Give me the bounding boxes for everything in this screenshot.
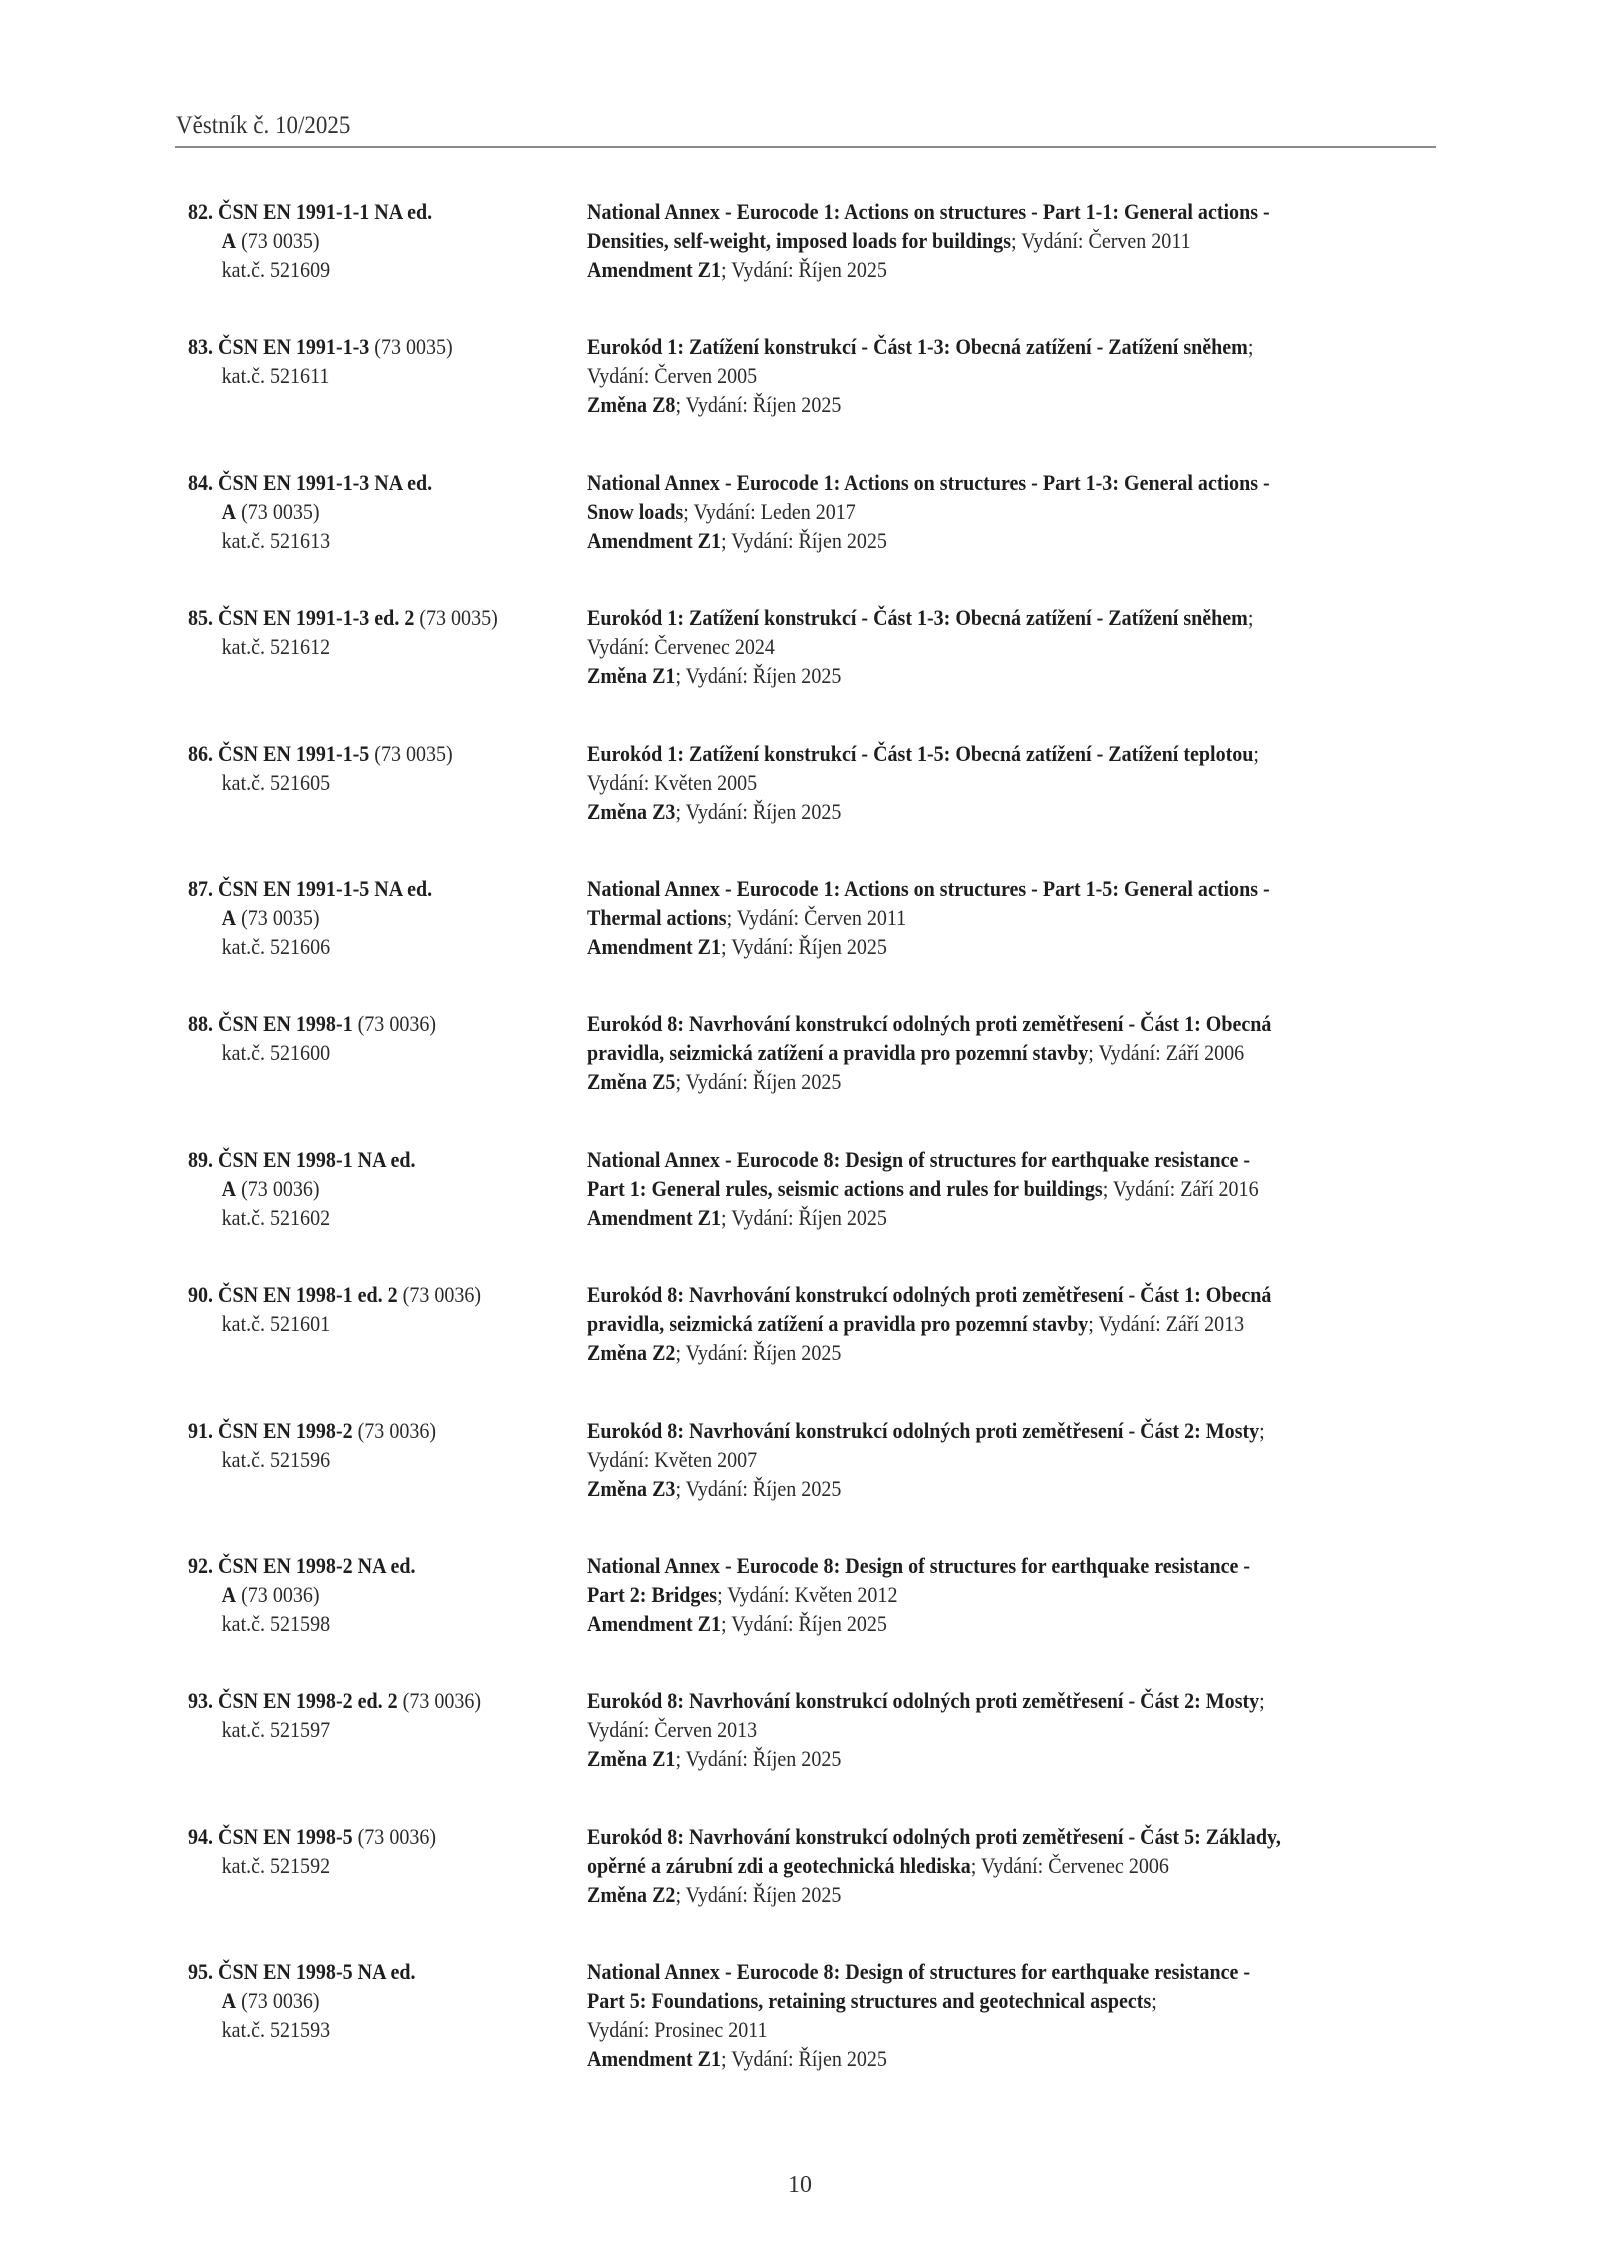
bold-text: Změna Z8: [587, 392, 676, 418]
standard-designation: [188, 874, 432, 961]
standard-description: [587, 603, 1253, 690]
left-line: [188, 1686, 481, 1715]
text: kat.č. 521605: [221, 769, 331, 795]
text: ; Vydání: Červenec 2006: [970, 1852, 1169, 1878]
standard-designation: [188, 1280, 481, 1338]
standard-description: [587, 1280, 1271, 1367]
text: kat.č. 521592: [221, 1852, 331, 1878]
right-line: [587, 1174, 1259, 1203]
bold-text: A: [221, 1988, 237, 2014]
bold-text: Změna Z2: [587, 1340, 676, 1366]
standard-description: [587, 874, 1270, 961]
bold-text: Part 1: General rules, seismic actions and rules for buildings: [587, 1175, 1103, 1201]
bold-text: pravidla, seizmická zatížení a pravidla pro pozemní stavby: [587, 1311, 1089, 1337]
bold-text: Eurokód 1: Zatížení konstrukcí - Část 1-5: Obecná zatížení - Zatížení teplotou: [587, 740, 1254, 766]
standard-description: [587, 197, 1270, 284]
left-line: [188, 1174, 415, 1203]
standard-description: [587, 1957, 1250, 2073]
right-line: [587, 255, 1270, 284]
bold-text: Snow loads: [587, 498, 684, 524]
bold-text: Part 2: Bridges: [587, 1582, 718, 1607]
text: ; Vydání: Říjen 2025: [675, 1746, 842, 1772]
bold-text: Amendment Z1: [587, 2046, 722, 2072]
left-line: [188, 2015, 415, 2044]
text: ;: [1259, 1417, 1265, 1443]
text: kat.č. 521602: [221, 1204, 331, 1230]
text: (73 0035): [236, 228, 320, 253]
left-line: [188, 1851, 436, 1880]
page-header-title: Věstník č. 10/2025: [176, 112, 351, 139]
standard-designation: [188, 1145, 415, 1232]
text: ; Vydání: Říjen 2025: [675, 1340, 842, 1366]
text: ; Vydání: Říjen 2025: [721, 2046, 887, 2072]
text: kat.č. 521611: [221, 363, 330, 389]
right-line: [587, 1038, 1271, 1067]
text: Vydání: Květen 2007: [587, 1446, 758, 1472]
left-line: [188, 1145, 415, 1174]
standard-designation: [188, 332, 453, 390]
left-line: [188, 332, 453, 361]
text: Vydání: Červen 2013: [587, 1717, 758, 1743]
left-line: [188, 632, 498, 661]
bold-text: 82. ČSN EN 1991-1-1 NA ed.: [188, 199, 433, 224]
right-line: [587, 526, 1270, 555]
right-line: [587, 903, 1270, 932]
right-line: [587, 1715, 1265, 1744]
text: kat.č. 521601: [221, 1311, 331, 1337]
bold-text: 84. ČSN EN 1991-1-3 NA ed.: [188, 469, 433, 495]
text: kat.č. 521598: [221, 1611, 331, 1636]
right-line: [587, 661, 1253, 690]
right-line: [587, 1338, 1271, 1367]
text: (73 0035): [414, 605, 498, 631]
bold-text: opěrné a zárubní zdi a geotechnická hlediska: [587, 1852, 971, 1878]
text: (73 0036): [352, 1417, 437, 1443]
right-line: [587, 1986, 1250, 2015]
bold-text: Amendment Z1: [587, 257, 722, 282]
text: ;: [1259, 1688, 1265, 1714]
standard-designation: [188, 603, 498, 661]
right-line: [587, 2015, 1250, 2044]
standard-designation: [188, 1009, 436, 1067]
bold-text: National Annex - Eurocode 8: Design of structures for earthquake resistance -: [587, 1553, 1251, 1578]
left-line: [188, 1445, 436, 1474]
standard-description: [587, 739, 1259, 826]
bold-text: 89. ČSN EN 1998-1 NA ed.: [188, 1146, 416, 1172]
bold-text: National Annex - Eurocode 1: Actions on structures - Part 1-3: General actions -: [587, 469, 1270, 495]
bold-text: Eurokód 1: Zatížení konstrukcí - Část 1-3: Obecná zatížení - Zatížení sněhem: [587, 334, 1248, 360]
bold-text: A: [221, 1175, 237, 1201]
right-line: [587, 197, 1270, 226]
right-line: [587, 2044, 1250, 2073]
bold-text: Změna Z5: [587, 1069, 676, 1095]
bold-text: 90. ČSN EN 1998-1 ed. 2: [188, 1282, 398, 1308]
bold-text: pravidla, seizmická zatížení a pravidla pro pozemní stavby: [587, 1040, 1089, 1066]
right-line: [587, 1957, 1250, 1986]
bold-text: 92. ČSN EN 1998-2 NA ed.: [188, 1553, 416, 1578]
bold-text: Amendment Z1: [587, 934, 722, 959]
text: ;: [1253, 740, 1259, 766]
left-line: [188, 1309, 481, 1338]
left-line: [188, 1038, 436, 1067]
left-line: [188, 1957, 415, 1986]
right-line: [587, 332, 1253, 361]
text: kat.č. 521596: [221, 1446, 331, 1472]
bold-text: A: [221, 1582, 237, 1607]
right-line: [587, 1474, 1265, 1503]
left-line: [188, 739, 453, 768]
left-line: [188, 497, 432, 526]
left-line: [188, 197, 432, 226]
standard-designation: [188, 1957, 415, 2044]
text: (73 0036): [236, 1175, 320, 1201]
left-line: [188, 1203, 415, 1232]
text: (73 0036): [352, 1823, 437, 1849]
left-line: [188, 361, 453, 390]
standard-designation: [188, 1822, 436, 1880]
bold-text: A: [221, 498, 237, 524]
bold-text: National Annex - Eurocode 8: Design of structures for earthquake resistance -: [587, 1959, 1251, 1985]
text: ;: [1247, 334, 1254, 360]
left-line: [188, 226, 432, 255]
left-line: [188, 1822, 436, 1851]
right-line: [587, 1686, 1265, 1715]
bold-text: Změna Z3: [587, 798, 676, 824]
standard-designation: [188, 197, 432, 284]
text: ; Vydání: Říjen 2025: [721, 934, 887, 959]
standard-description: [587, 1686, 1265, 1773]
text: ; Vydání: Říjen 2025: [675, 1069, 842, 1095]
text: (73 0036): [397, 1282, 482, 1308]
right-line: [587, 468, 1270, 497]
bold-text: Amendment Z1: [587, 1611, 722, 1636]
standard-designation: [188, 739, 453, 797]
bold-text: Eurokód 8: Navrhování konstrukcí odolných proti zemětřesení - Část 5: Základy,: [587, 1823, 1281, 1849]
text: ;: [1247, 605, 1254, 631]
text: kat.č. 521613: [221, 527, 331, 553]
bold-text: Změna Z3: [587, 1475, 676, 1501]
text: ; Vydání: Říjen 2025: [675, 798, 842, 824]
page-number: 10: [788, 2172, 812, 2198]
left-line: [188, 903, 432, 932]
text: ; Vydání: Říjen 2025: [721, 1204, 887, 1230]
text: kat.č. 521597: [221, 1717, 331, 1743]
bold-text: 86. ČSN EN 1991-1-5: [188, 740, 370, 766]
text: (73 0036): [236, 1988, 320, 2014]
bold-text: 88. ČSN EN 1998-1: [188, 1011, 353, 1037]
text: kat.č. 521600: [221, 1040, 331, 1066]
text: ; Vydání: Září 2016: [1102, 1175, 1259, 1201]
right-line: [587, 1609, 1250, 1638]
text: Vydání: Červen 2005: [587, 363, 758, 389]
right-line: [587, 226, 1270, 255]
standard-designation: [188, 468, 432, 555]
text: (73 0036): [352, 1011, 437, 1037]
standard-designation: [188, 1416, 436, 1474]
bold-text: Amendment Z1: [587, 1204, 722, 1230]
standard-description: [587, 1551, 1250, 1638]
text: kat.č. 521609: [221, 257, 331, 282]
right-line: [587, 1822, 1281, 1851]
text: ; Vydání: Leden 2017: [683, 498, 856, 524]
right-line: [587, 1416, 1265, 1445]
standard-description: [587, 1416, 1265, 1503]
right-line: [587, 1203, 1259, 1232]
right-line: [587, 1551, 1250, 1580]
bold-text: 93. ČSN EN 1998-2 ed. 2: [188, 1688, 398, 1714]
text: Vydání: Prosinec 2011: [587, 2017, 768, 2043]
right-line: [587, 1009, 1271, 1038]
right-line: [587, 1067, 1271, 1096]
right-line: [587, 1445, 1265, 1474]
left-line: [188, 932, 432, 961]
text: (73 0035): [369, 740, 453, 766]
standard-description: [587, 332, 1253, 419]
right-line: [587, 797, 1259, 826]
text: ; Vydání: Říjen 2025: [675, 1475, 842, 1501]
right-line: [587, 1145, 1259, 1174]
text: Vydání: Květen 2005: [587, 769, 758, 795]
left-line: [188, 1986, 415, 2015]
standard-description: [587, 1009, 1271, 1096]
text: ; Vydání: Říjen 2025: [721, 1611, 887, 1636]
left-line: [188, 1416, 436, 1445]
bold-text: 87. ČSN EN 1991-1-5 NA ed.: [188, 876, 433, 901]
left-line: [188, 1715, 481, 1744]
bold-text: Eurokód 8: Navrhování konstrukcí odolných proti zemětřesení - Část 1: Obecná: [587, 1011, 1272, 1037]
text: kat.č. 521606: [221, 934, 331, 959]
text: ; Vydání: Říjen 2025: [675, 1881, 842, 1907]
bold-text: 91. ČSN EN 1998-2: [188, 1417, 353, 1443]
right-line: [587, 1309, 1271, 1338]
standard-designation: [188, 1551, 415, 1638]
left-line: [188, 1580, 415, 1609]
bold-text: 83. ČSN EN 1991-1-3: [188, 334, 370, 360]
bold-text: Změna Z2: [587, 1881, 676, 1907]
bold-text: 94. ČSN EN 1998-5: [188, 1823, 353, 1849]
text: ; Vydání: Září 2013: [1088, 1311, 1245, 1337]
left-line: [188, 1551, 415, 1580]
bold-text: National Annex - Eurocode 1: Actions on structures - Part 1-1: General actions -: [587, 199, 1270, 224]
text: ; Vydání: Červen 2011: [726, 905, 907, 930]
left-line: [188, 603, 498, 632]
bold-text: Eurokód 1: Zatížení konstrukcí - Část 1-3: Obecná zatížení - Zatížení sněhem: [587, 605, 1248, 631]
bold-text: A: [221, 905, 237, 930]
left-line: [188, 255, 432, 284]
left-line: [188, 468, 432, 497]
right-line: [587, 932, 1270, 961]
text: (73 0035): [236, 498, 320, 524]
bold-text: Změna Z1: [587, 663, 676, 689]
left-line: [188, 526, 432, 555]
right-line: [587, 1580, 1250, 1609]
left-line: [188, 1009, 436, 1038]
text: (73 0036): [397, 1688, 482, 1714]
bold-text: National Annex - Eurocode 8: Design of structures for earthquake resistance -: [587, 1146, 1251, 1172]
right-line: [587, 632, 1253, 661]
standard-description: [587, 1822, 1281, 1909]
bold-text: A: [221, 228, 237, 253]
text: (73 0036): [236, 1582, 320, 1607]
right-line: [587, 497, 1270, 526]
right-line: [587, 603, 1253, 632]
right-line: [587, 768, 1259, 797]
right-line: [587, 1280, 1271, 1309]
right-line: [587, 1744, 1265, 1773]
left-line: [188, 1280, 481, 1309]
bold-text: Part 5: Foundations, retaining structures and geotechnical aspects: [587, 1988, 1152, 2014]
bold-text: 95. ČSN EN 1998-5 NA ed.: [188, 1959, 416, 1985]
right-line: [587, 874, 1270, 903]
bold-text: Amendment Z1: [587, 527, 722, 553]
right-line: [587, 739, 1259, 768]
bold-text: Densities, self-weight, imposed loads for buildings: [587, 228, 1011, 253]
text: (73 0035): [369, 334, 453, 360]
text: ; Vydání: Říjen 2025: [721, 527, 887, 553]
standard-description: [587, 468, 1270, 555]
right-line: [587, 1880, 1281, 1909]
text: ; Vydání: Září 2006: [1088, 1040, 1245, 1066]
header-divider: [175, 146, 1436, 148]
bold-text: Thermal actions: [587, 905, 727, 930]
text: Vydání: Červenec 2024: [587, 634, 775, 660]
text: ;: [1151, 1988, 1157, 2014]
left-line: [188, 874, 432, 903]
text: ; Vydání: Říjen 2025: [675, 392, 842, 418]
left-line: [188, 1609, 415, 1638]
bold-text: Eurokód 8: Navrhování konstrukcí odolných proti zemětřesení - Část 2: Mosty: [587, 1688, 1260, 1714]
bold-text: Eurokód 8: Navrhování konstrukcí odolných proti zemětřesení - Část 1: Obecná: [587, 1282, 1272, 1308]
standard-designation: [188, 1686, 481, 1744]
text: ; Vydání: Květen 2012: [717, 1582, 898, 1607]
text: ; Vydání: Červen 2011: [1010, 228, 1191, 253]
bold-text: 85. ČSN EN 1991-1-3 ed. 2: [188, 605, 415, 631]
bold-text: Změna Z1: [587, 1746, 676, 1772]
right-line: [587, 1851, 1281, 1880]
bold-text: Eurokód 8: Navrhování konstrukcí odolných proti zemětřesení - Část 2: Mosty: [587, 1417, 1260, 1443]
right-line: [587, 390, 1253, 419]
text: (73 0035): [236, 905, 320, 930]
text: kat.č. 521612: [221, 634, 331, 660]
text: kat.č. 521593: [221, 2017, 331, 2043]
bold-text: National Annex - Eurocode 1: Actions on structures - Part 1-5: General actions -: [587, 876, 1270, 901]
left-line: [188, 768, 453, 797]
standard-description: [587, 1145, 1259, 1232]
text: ; Vydání: Říjen 2025: [721, 257, 887, 282]
text: ; Vydání: Říjen 2025: [675, 663, 842, 689]
right-line: [587, 361, 1253, 390]
